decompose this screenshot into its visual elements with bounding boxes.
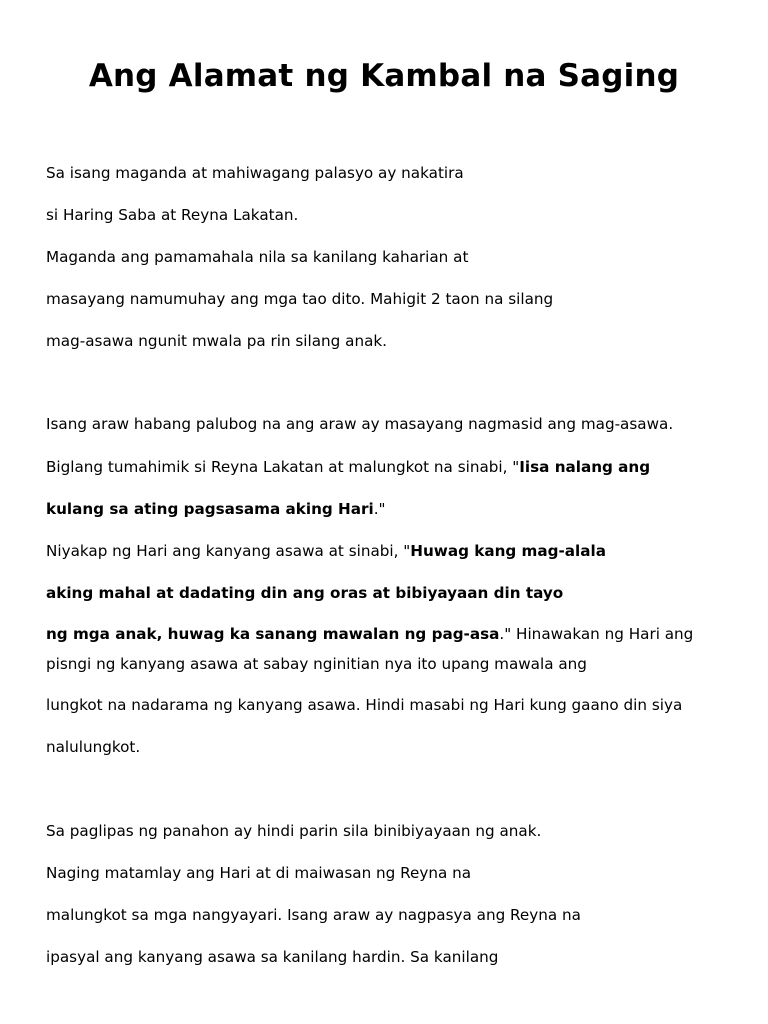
text-line [46,582,563,604]
dialogue-bold: aking mahal at dadating din ang oras at bibiyayaan din tayo [46,584,564,602]
text-line: pisngi ng kanyang asawa at sabay nginitian nya ito upang mawala ang [46,655,587,673]
text-line: malungkot sa mga nangyayari. Isang araw ay nagpasya ang Reyna na [46,906,581,924]
text-plain: ." Hinawakan ng Hari ang [499,625,694,643]
dialogue-bold: ng mga anak, huwag ka sanang mawalan ng pag-asa [46,625,500,643]
text-line [46,623,693,645]
text-line [46,498,386,520]
text-line: Sa paglipas ng panahon ay hindi parin sila binibiyayaan ng anak. [46,822,542,840]
dialogue-bold: kulang sa ating pagsasama aking Hari [46,500,374,518]
text-plain: Biglang tumahimik si Reyna Lakatan at malungkot na sinabi, " [46,458,520,476]
text-line: Maganda ang pamamahala nila sa kanilang kaharian at [46,248,469,266]
text-line [46,456,650,478]
text-plain: Niyakap ng Hari ang kanyang asawa at sinabi, " [46,542,411,560]
text-line: lungkot na nadarama ng kanyang asawa. Hindi masabi ng Hari kung gaano din siya [46,696,683,714]
text-line: Sa isang maganda at mahiwagang palasyo ay nakatira [46,164,464,182]
text-line: si Haring Saba at Reyna Lakatan. [46,206,299,224]
text-line: ipasyal ang kanyang asawa sa kanilang hardin. Sa kanilang [46,948,499,966]
text-line: Naging matamlay ang Hari at di maiwasan ng Reyna na [46,864,472,882]
text-line: masayang namumuhay ang mga tao dito. Mahigit 2 taon na silang [46,290,554,308]
text-plain: ." [373,500,386,518]
dialogue-bold: Huwag kang mag-alala [410,542,606,560]
text-line [46,540,606,562]
text-line: nalulungkot. [46,738,141,756]
text-line: Isang araw habang palubog na ang araw ay masayang nagmasid ang mag-asawa. [46,415,674,433]
dialogue-bold: Iisa nalang ang [519,458,651,476]
text-line: mag-asawa ngunit mwala pa rin silang anak. [46,332,388,350]
story-title: Ang Alamat ng Kambal na Saging [88,58,680,94]
